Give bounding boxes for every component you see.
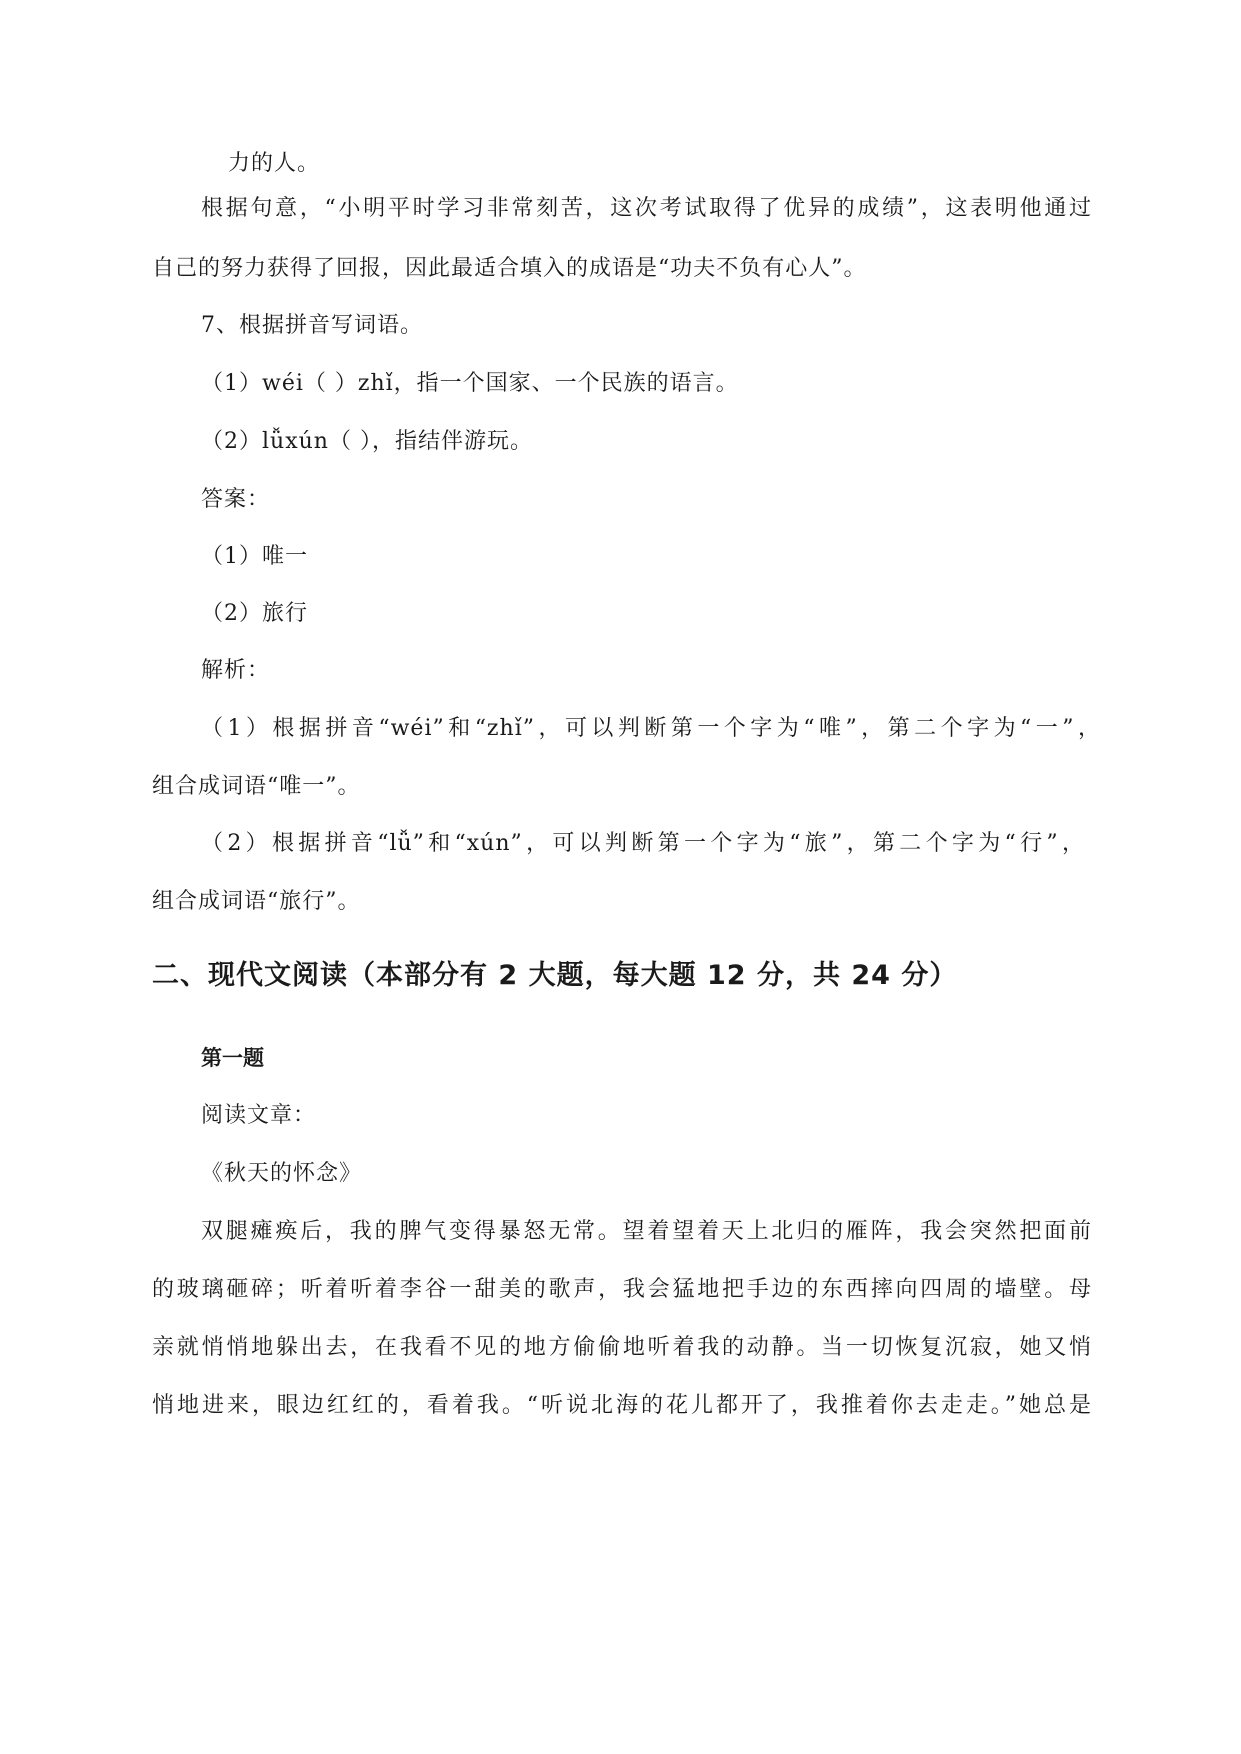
text-line: 力的人。 xyxy=(228,151,321,176)
article-paragraph-line: 的玻璃砸碎；听着听着李谷一甜美的歌声，我会猛地把手边的东西摔向四周的墙壁。母 xyxy=(152,1277,1092,1302)
answer-item: （2）旅行 xyxy=(201,601,308,626)
question-title: 7、根据拼音写词语。 xyxy=(201,313,423,338)
article-paragraph-line: 悄地进来，眼边红红的，看着我。“听说北海的花儿都开了，我推着你去走走。”她总是 xyxy=(152,1393,1092,1418)
analysis-label: 解析： xyxy=(201,658,271,683)
analysis-line: 组合成词语“唯一”。 xyxy=(152,774,361,799)
question-item: （2）lǚxún（ ），指结伴游玩。 xyxy=(201,429,533,454)
text-line: 自己的努力获得了回报，因此最适合填入的成语是“功夫不负有心人”。 xyxy=(152,256,867,281)
question-item: （1）wéi（ ）zhǐ，指一个国家、一个民族的语言。 xyxy=(201,371,739,396)
analysis-line: 组合成词语“旅行”。 xyxy=(152,889,361,914)
article-paragraph-line: 双腿瘫痪后，我的脾气变得暴怒无常。望着望着天上北归的雁阵，我会突然把面前 xyxy=(201,1219,1092,1244)
analysis-line: （2）根据拼音“lǚ”和“xún”，可以判断第一个字为“旅”，第二个字为“行”， xyxy=(201,831,1085,856)
answer-item: （1）唯一 xyxy=(201,544,308,569)
article-paragraph-line: 亲就悄悄地躲出去，在我看不见的地方偷偷地听着我的动静。当一切恢复沉寂，她又悄 xyxy=(152,1335,1092,1360)
analysis-line: （1）根据拼音“wéi”和“zhǐ”，可以判断第一个字为“唯”，第二个字为“一”， xyxy=(201,716,1101,741)
section-heading: 二、现代文阅读（本部分有 2 大题，每大题 12 分，共 24 分） xyxy=(152,960,958,991)
answer-label: 答案： xyxy=(201,487,271,512)
text-line: 根据句意，“小明平时学习非常刻苦，这次考试取得了优异的成绩”，这表明他通过 xyxy=(201,196,1092,221)
article-title: 《秋天的怀念》 xyxy=(201,1161,363,1186)
reading-intro: 阅读文章： xyxy=(201,1103,317,1128)
subheading: 第一题 xyxy=(201,1046,264,1070)
